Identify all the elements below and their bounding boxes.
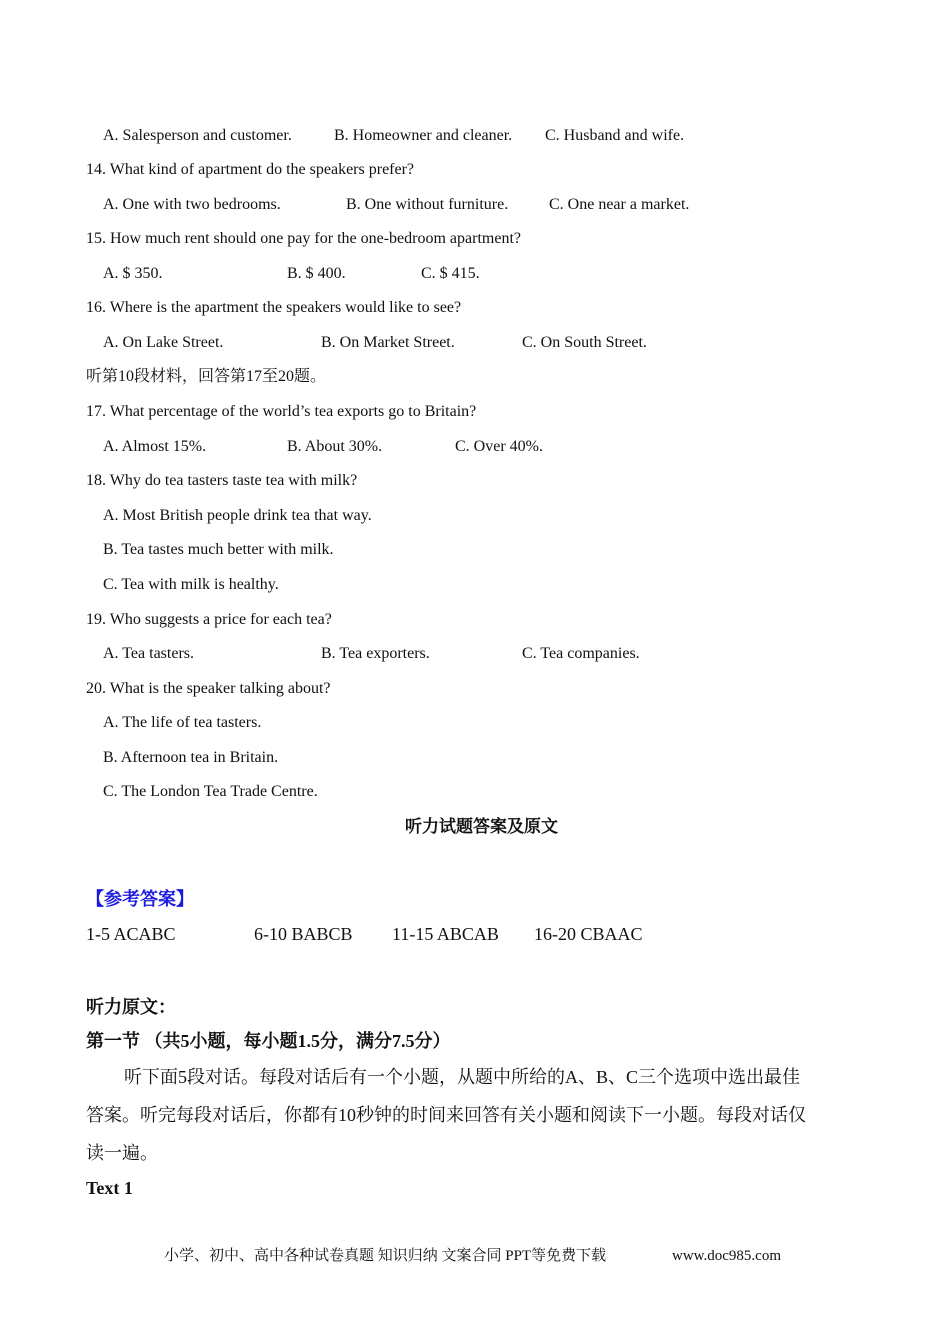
q18-option-c: C. Tea with milk is healthy. [103,576,279,593]
q20-option-b: B. Afternoon tea in Britain. [103,749,279,766]
q17-option-c: C. Over 40%. [455,438,543,455]
q14-option-a: A. One with two bedrooms. [103,196,281,213]
q18-text: 18. Why do tea tasters taste tea with milk? [86,472,358,489]
instruction-line-3: 读一遍。 [86,1143,158,1163]
q15-option-a: A. $ 350. [103,265,163,282]
q17-option-a: A. Almost 15%. [103,438,207,455]
reference-answer-heading: 【参考答案】 [86,889,194,909]
q13-option-b: B. Homeowner and cleaner. [334,127,513,144]
q18-option-a: A. Most British people drink tea that way. [103,507,372,524]
footer-text: 小学、初中、高中各种试卷真题 知识归纳 文案合同 PPT等免费下载 [164,1248,607,1264]
q13-option-a: A. Salesperson and customer. [103,127,292,144]
answers-title: 听力试题答案及原文 [405,817,558,836]
answers-16-20: 16-20 CBAAC [534,924,643,944]
q15-text: 15. How much rent should one pay for the one-bedroom apartment? [86,230,521,247]
footer-url[interactable]: www.doc985.com [672,1248,782,1264]
answers-11-15: 11-15 ABCAB [392,924,499,944]
q17-option-b: B. About 30%. [287,438,383,455]
q18-option-b: B. Tea tastes much better with milk. [103,541,334,558]
section-10-instruction: 听第10段材料，回答第17至20题。 [86,368,327,385]
q14-option-c: C. One near a market. [549,196,690,213]
q15-option-b: B. $ 400. [287,265,346,282]
q17-text: 17. What percentage of the world’s tea exports go to Britain? [86,403,477,420]
q13-option-c: C. Husband and wife. [545,127,685,144]
q19-option-a: A. Tea tasters. [103,645,194,662]
instruction-line-1: 听下面5段对话。每段对话后有一个小题，从题中所给的A、B、C三个选项中选出最佳 [124,1067,801,1087]
answers-1-5: 1-5 ACABC [86,924,176,944]
q16-option-b: B. On Market Street. [321,334,455,351]
q16-option-c: C. On South Street. [522,334,647,351]
q20-text: 20. What is the speaker talking about? [86,680,331,697]
answers-6-10: 6-10 BABCB [254,924,353,944]
q14-option-b: B. One without furniture. [346,196,509,213]
q15-option-c: C. $ 415. [421,265,480,282]
q19-option-c: C. Tea companies. [522,645,640,662]
q20-option-a: A. The life of tea tasters. [103,714,262,731]
text-1-heading: Text 1 [86,1178,133,1198]
instruction-line-2: 答案。听完每段对话后，你都有10秒钟的时间来回答有关小题和阅读下一小题。每段对话仅 [86,1105,806,1125]
q19-option-b: B. Tea exporters. [321,645,430,662]
q16-text: 16. Where is the apartment the speakers would like to see? [86,299,462,316]
q14-text: 14. What kind of apartment do the speakers prefer? [86,161,415,178]
q20-option-c: C. The London Tea Trade Centre. [103,783,318,800]
q19-text: 19. Who suggests a price for each tea? [86,611,332,628]
transcript-heading: 听力原文： [86,997,176,1017]
q16-option-a: A. On Lake Street. [103,334,224,351]
part1-heading: 第一节 （共5小题，每小题1.5分，满分7.5分） [86,1031,451,1051]
